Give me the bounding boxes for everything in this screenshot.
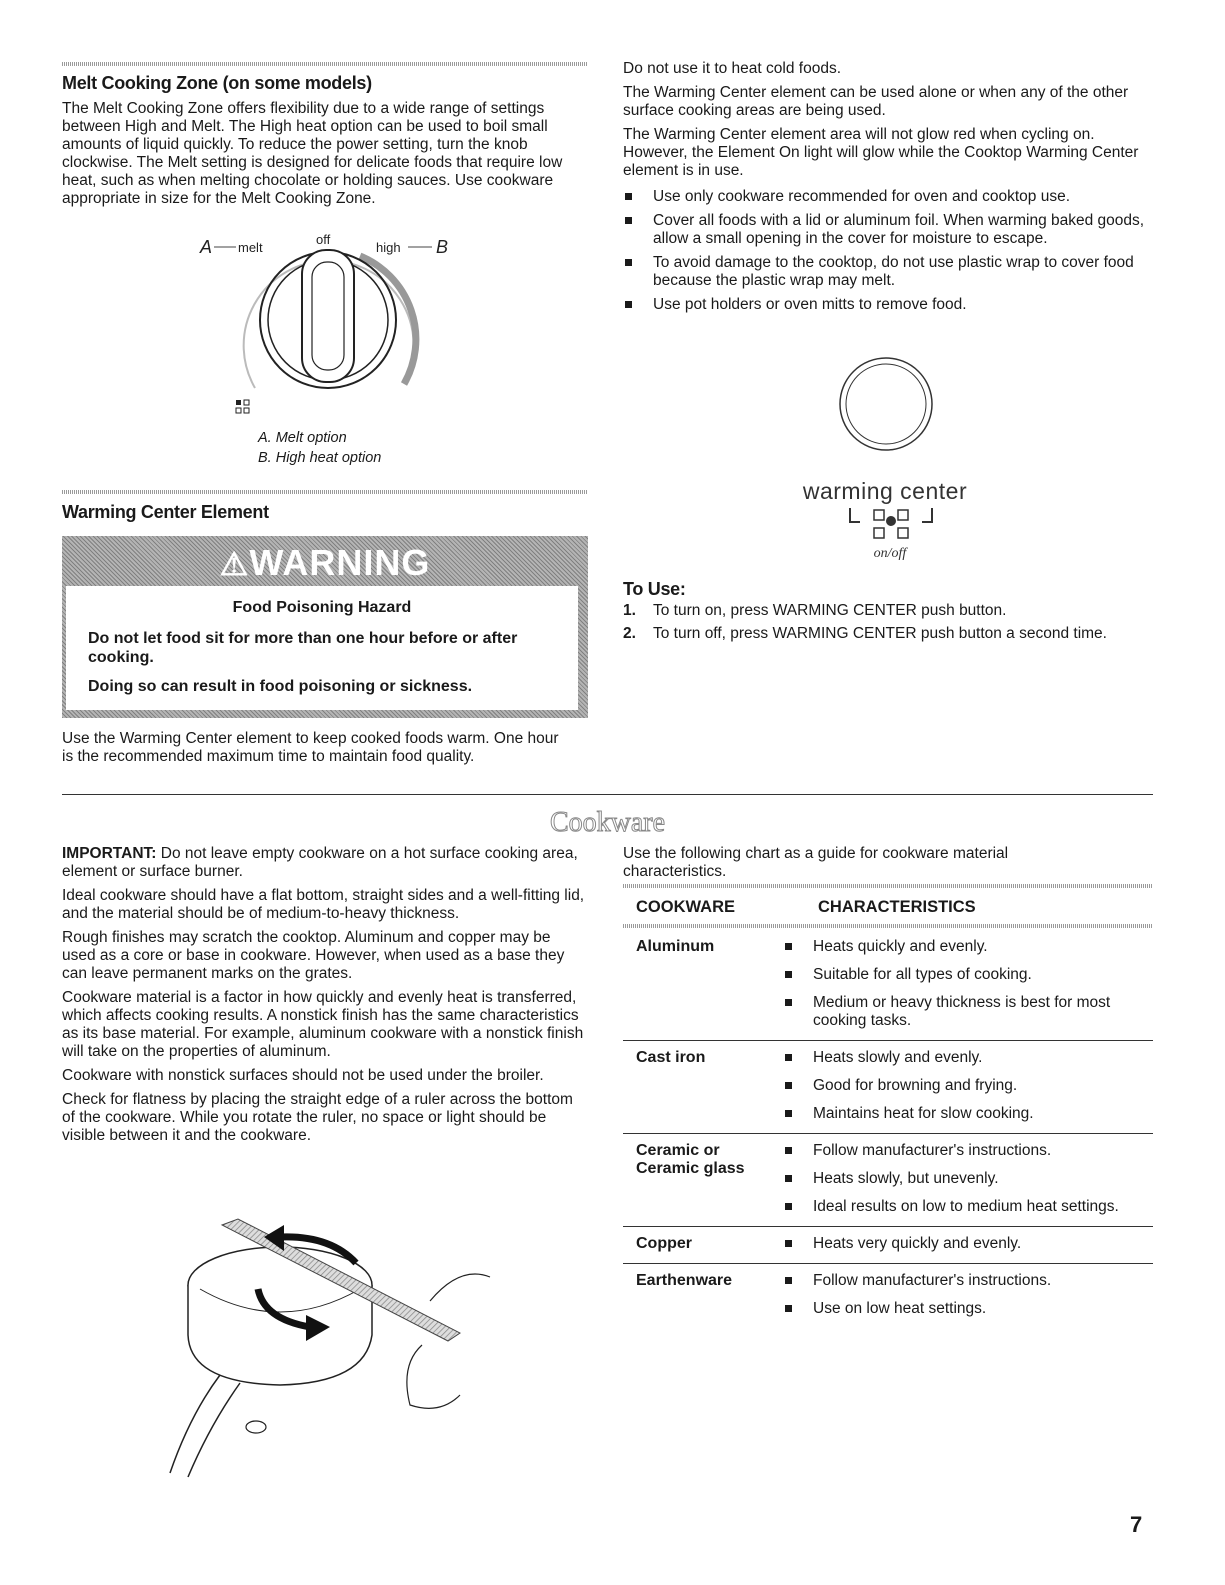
cookware-left-column	[62, 845, 588, 1145]
list-item: 1. To turn on, press WARMING CENTER push button.	[623, 602, 1007, 619]
list-item: Follow manufacturer's instructions.	[783, 1142, 1153, 1160]
to-use-steps	[623, 602, 1153, 643]
pan-ruler-illustration	[160, 1215, 500, 1485]
cookware-right-column	[623, 845, 1153, 881]
list-item: Heats slowly, but unevenly.	[783, 1170, 1153, 1188]
cookware-important: IMPORTANT: Do not leave empty cookware on a hot surface cooking area, element or surface burner.	[62, 845, 578, 880]
cookware-divider	[62, 794, 1153, 795]
knob-captions	[258, 428, 381, 468]
list-item: Good for browning and frying.	[783, 1077, 1153, 1095]
page-number: 7	[1130, 1512, 1143, 1537]
knob-label-high: high	[376, 240, 401, 255]
warning-line-1: Do not let food sit for more than one hour before or after cooking.	[88, 630, 518, 666]
caption-melt-option: A. Melt option	[258, 430, 347, 446]
list-item: Maintains heat for slow cooking.	[783, 1105, 1153, 1123]
list-item: Heats quickly and evenly.	[783, 938, 1153, 956]
list-item: Use pot holders or oven mitts to remove food.	[623, 296, 1153, 314]
warming-panel-label: warming center	[802, 478, 968, 504]
to-use-section	[623, 578, 1153, 648]
cookware-paragraph: Cookware with nonstick surfaces should not be used under the broiler.	[62, 1067, 544, 1084]
warming-bullets	[623, 188, 1153, 314]
table-row: Aluminum Heats quickly and evenly. Suitable for all types of cooking. Medium or heavy thickness is best for most cooking tasks.	[623, 930, 1153, 1041]
warming-right-column	[623, 60, 1153, 320]
warming-right-p1: Do not use it to heat cold foods.	[623, 60, 841, 77]
knob-label-a: A	[200, 237, 213, 257]
list-item: Use on low heat settings.	[783, 1300, 1153, 1318]
to-use-heading: To Use:	[623, 579, 686, 599]
table-row: Copper Heats very quickly and evenly.	[623, 1227, 1153, 1264]
knob-label-off: off	[316, 232, 331, 247]
list-item: Follow manufacturer's instructions.	[783, 1272, 1153, 1290]
warming-onoff-label: on/off	[873, 546, 907, 561]
cookware-paragraph: Ideal cookware should have a flat bottom, straight sides and a well-fitting lid, and the material should be of medium-to-heavy thickness.	[62, 887, 585, 922]
melt-section	[62, 72, 588, 208]
warning-hazard: Food Poisoning Hazard	[232, 599, 412, 616]
melt-heading: Melt Cooking Zone (on some models)	[62, 73, 372, 93]
warming-right-p3: The Warming Center element area will not glow red when cycling on. However, the Element On light will glow while the Cooktop Warming Center element is in use.	[623, 126, 1139, 179]
warming-right-p2: The Warming Center element can be used alone or when any of the other surface cooking areas are being used.	[623, 84, 1129, 119]
list-item: To avoid damage to the cooktop, do not use plastic wrap to cover food because the plastic wrap may melt.	[623, 254, 1153, 290]
warming-element-icon	[836, 354, 936, 454]
element-symbol-icon	[236, 400, 249, 413]
list-item: Cover all foods with a lid or aluminum foil. When warming baked goods, allow a small opening in the cover for moisture to escape.	[623, 212, 1153, 248]
section-divider-warming	[62, 490, 588, 494]
warning-box	[62, 536, 588, 718]
list-item: Medium or heavy thickness is best for most cooking tasks.	[783, 994, 1153, 1030]
list-item: 2. To turn off, press WARMING CENTER push button a second time.	[623, 625, 1107, 642]
section-divider-melt	[62, 62, 588, 66]
header-cookware: COOKWARE	[636, 898, 735, 916]
cookware-title: Cookware	[549, 807, 666, 838]
table-header	[623, 886, 1153, 930]
warning-title: ⚠WARNING	[219, 542, 431, 583]
table-row: Ceramic or Ceramic glass Follow manufacturer's instructions. Heats slowly, but unevenly. Ideal results on low to medium heat settings.	[623, 1134, 1153, 1227]
warming-heading: Warming Center Element	[62, 502, 269, 522]
table-row: Earthenware Follow manufacturer's instructions. Use on low heat settings.	[623, 1264, 1153, 1328]
cookware-paragraph: Check for flatness by placing the straight edge of a ruler across the bottom of the cookware. While you rotate the ruler, no space or light should be visible between it and the cookware.	[62, 1091, 573, 1144]
knob-label-melt: melt	[238, 240, 263, 255]
list-item: Heats very quickly and evenly.	[783, 1235, 1153, 1253]
list-item: Suitable for all types of cooking.	[783, 966, 1153, 984]
list-item: Use only cookware recommended for oven and cooktop use.	[623, 188, 1153, 206]
list-item: Heats slowly and evenly.	[783, 1049, 1153, 1067]
warning-line-2: Doing so can result in food poisoning or sickness.	[88, 678, 473, 695]
table-row: Cast iron Heats slowly and evenly. Good for browning and frying. Maintains heat for slow cooking.	[623, 1041, 1153, 1134]
cookware-table	[623, 886, 1153, 1328]
caption-high-heat-option: B. High heat option	[258, 450, 382, 466]
list-item: Ideal results on low to medium heat settings.	[783, 1198, 1153, 1216]
warming-center-button-icon	[846, 506, 936, 546]
chart-intro: Use the following chart as a guide for cookware material characteristics.	[623, 845, 1009, 880]
cookware-paragraph: Cookware material is a factor in how quickly and evenly heat is transferred, which affects cooking results. A nonstick finish has the same characteristics as its base material. For example, aluminum cookware with a nonstick finish will take on the properties of aluminum.	[62, 989, 584, 1060]
melt-knob-illustration	[190, 228, 490, 428]
melt-body: The Melt Cooking Zone offers flexibility due to a wide range of settings between High and Melt. The High heat option can be used to boil small amounts of liquid quickly. To reduce the power setting, turn the knob clockwise. The Melt setting is designed for delicate foods that require low heat, such as when melting chocolate or holding sauces. Use cookware appropriate in size for the Melt Cooking Zone.	[62, 100, 563, 207]
warning-content	[66, 586, 578, 710]
cookware-paragraph: Rough finishes may scratch the cooktop. Aluminum and copper may be used as a core or base in cookware. However, when used as a base they can leave permanent marks on the grates.	[62, 929, 565, 982]
header-characteristics: CHARACTERISTICS	[818, 898, 976, 916]
knob-label-b: B	[436, 237, 449, 257]
warming-body: Use the Warming Center element to keep cooked foods warm. One hour is the recommended maximum time to maintain food quality.	[62, 730, 559, 765]
warning-triangle-icon: ⚠	[219, 546, 250, 582]
